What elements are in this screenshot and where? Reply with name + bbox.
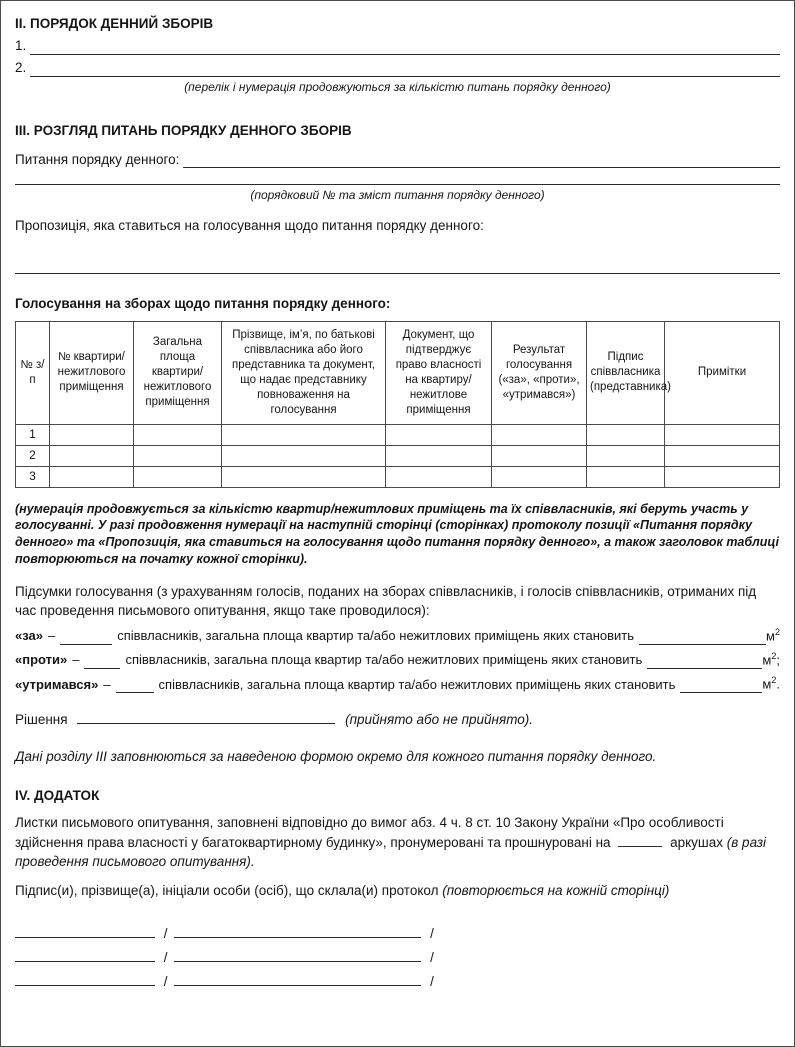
signature-name-blank [174,925,421,938]
table-cell-empty [492,445,587,466]
annex-paragraph [15,813,780,872]
slash: / [430,950,434,966]
area-unit [762,651,780,669]
question-blank [183,153,780,168]
table-cell-empty [587,445,665,466]
vote-count-blank [60,631,112,645]
col-header-notes: Примітки [665,321,780,424]
decision-blank [77,710,335,724]
voting-table [15,321,780,488]
table-cell-empty [386,445,492,466]
row-number-cell: 1 [16,424,50,445]
decision-note: (прийнято або не прийнято). [345,712,534,728]
area-unit [762,675,780,693]
vote-area-blank [680,678,762,693]
table-cell-empty [587,424,665,445]
table-cell-empty [587,466,665,487]
unit-sup: 2 [771,651,777,662]
vote-count-blank [84,655,120,669]
vote-result-line-proty [15,651,780,669]
vote-result-prefix: «за» [15,628,43,644]
slash: / [163,950,168,966]
question-extra-line [15,168,780,185]
annex-text-part1: Листки письмового опитування, заповнені відповідно до вимог абз. 4 ч. 8 ст. 10 Закону України «Про особливості здійснення права власності у багатоквартирному будинку», пронумеровані та прошнуровані на [15,815,724,850]
signature-name-blank [174,949,421,962]
signature-row [15,949,780,970]
agenda-item-1-number: 1. [15,38,27,53]
dash: – [72,652,80,668]
table-cell-empty [492,466,587,487]
agenda-item-1-blank [30,40,780,55]
vote-result-body: співвласників, загальна площа квартир та/або нежитлових приміщень яких становить [158,676,676,692]
table-cell-empty [386,424,492,445]
unit-tail: ; [776,652,780,668]
col-header-apartment-number: № квартири/нежитлового приміщення [50,321,134,424]
vote-result-body: співвласників, загальна площа квартир та/або нежитлових приміщень яких становить [125,652,643,668]
table-cell-empty [222,466,386,487]
vote-area-blank [639,630,766,645]
signature-note: (повторюється на кожній сторінці) [442,882,670,898]
unit-m: м [766,628,775,644]
dash: – [103,676,111,692]
unit-tail: . [776,676,780,692]
table-cell-empty [134,445,222,466]
voting-table-header-row [16,321,780,424]
decision-row [15,710,780,729]
slash: / [163,974,168,990]
unit-m: м [762,676,772,692]
table-cell-empty [665,466,780,487]
signature-blank [15,949,155,962]
table-cell-empty [386,466,492,487]
table-cell-empty [222,445,386,466]
unit-sup: 2 [774,626,780,637]
table-cell-empty [50,466,134,487]
question-row [15,151,780,169]
signature-label: Підпис(и), прізвище(а), ініціали особи (осіб), що склала(и) протокол [15,882,439,898]
table-row [16,445,780,466]
vote-area-blank [647,654,762,669]
vote-result-line-za [15,627,780,645]
table-cell-empty [50,445,134,466]
annex-sheets-blank [618,834,662,847]
slash: / [430,974,434,990]
table-cell-empty [50,424,134,445]
col-header-signature: Підпис співвласника (представника) [587,321,665,424]
signature-label-row [15,881,780,901]
table-cell-empty [134,424,222,445]
agenda-item-2-number: 2. [15,60,27,75]
question-note: (порядковий № та зміст питання порядку денного) [250,188,545,203]
area-unit [766,627,780,645]
table-note: (нумерація продовжується за кількістю квартир/нежитлових приміщень та їх співвласників, які беруть участь у голосуванні. У разі продовження нумерації на наступній сторінці (сторінках) протоколу позиції «Питання порядку денного» та «Пропозиція, яка ставиться на голосування щодо питання порядку денного», а також заголовок таблиці повторюються на початку кожної сторінки). [15,501,779,567]
slash: / [430,926,434,942]
table-row [16,424,780,445]
vote-result-body: співвласників, загальна площа квартир та/або нежитлових приміщень яких становить [117,628,635,644]
question-label: Питання порядку денного: [15,151,180,167]
annex-note: (в разі проведення письмового опитування). [15,834,767,870]
col-header-row-number: № з/п [16,321,50,424]
vote-result-prefix: «утримався» [15,676,99,692]
proposal-blank-line [15,257,780,274]
vote-result-line-utrymavsia [15,675,780,693]
col-header-owner-name: Прізвище, ім’я, по батькові співвласника або його представника та документ, що надає представнику повноваження на голосування [222,321,386,424]
results-intro: Підсумки голосування (з урахуванням голосів, поданих на зборах співвласників, і голосів співвласників, отриманих під час проведення письмового опитування, якщо таке проводилося): [15,584,757,618]
signature-row [15,925,780,946]
agenda-item-2-blank [30,62,780,77]
signature-name-blank [174,973,421,986]
vote-result-prefix: «проти» [15,652,68,668]
col-header-vote-result: Результат голосування («за», «проти», «утримався») [492,321,587,424]
section-4-title: IV. ДОДАТОК [15,787,100,803]
col-header-ownership-document: Документ, що підтверджує право власності на квартиру/нежитлове приміщення [386,321,492,424]
table-cell-empty [665,445,780,466]
slash: / [163,926,168,942]
agenda-note: (перелік і нумерація продовжуються за кількістю питань порядку денного) [184,79,611,94]
table-cell-empty [134,466,222,487]
section-3-note: Дані розділу III заповнюються за наведеною формою окремо для кожного питання порядку денного. [15,749,657,765]
row-number-cell: 2 [16,445,50,466]
unit-sup: 2 [771,675,777,686]
section-2-title: II. ПОРЯДОК ДЕННИЙ ЗБОРІВ [15,16,214,31]
signature-blank [15,925,155,938]
signature-blank [15,973,155,986]
agenda-item-2 [15,57,780,77]
decision-label: Рішення [15,712,68,728]
agenda-item-1 [15,35,780,55]
table-cell-empty [492,424,587,445]
voting-label: Голосування на зборах щодо питання порядку денного: [15,296,391,312]
proposal-label: Пропозиція, яка ставиться на голосування щодо питання порядку денного: [15,217,484,233]
table-cell-empty [222,424,386,445]
col-header-total-area: Загальна площа квартири/нежитлового приміщення [134,321,222,424]
unit-m: м [762,652,772,668]
row-number-cell: 3 [16,466,50,487]
signature-row [15,973,780,994]
annex-text-part2: аркушах [670,834,723,850]
section-3-title: III. РОЗГЛЯД ПИТАНЬ ПОРЯДКУ ДЕННОГО ЗБОРІВ [15,123,352,139]
dash: – [47,628,56,644]
table-cell-empty [665,424,780,445]
table-row [16,466,780,487]
vote-count-blank [116,679,154,693]
